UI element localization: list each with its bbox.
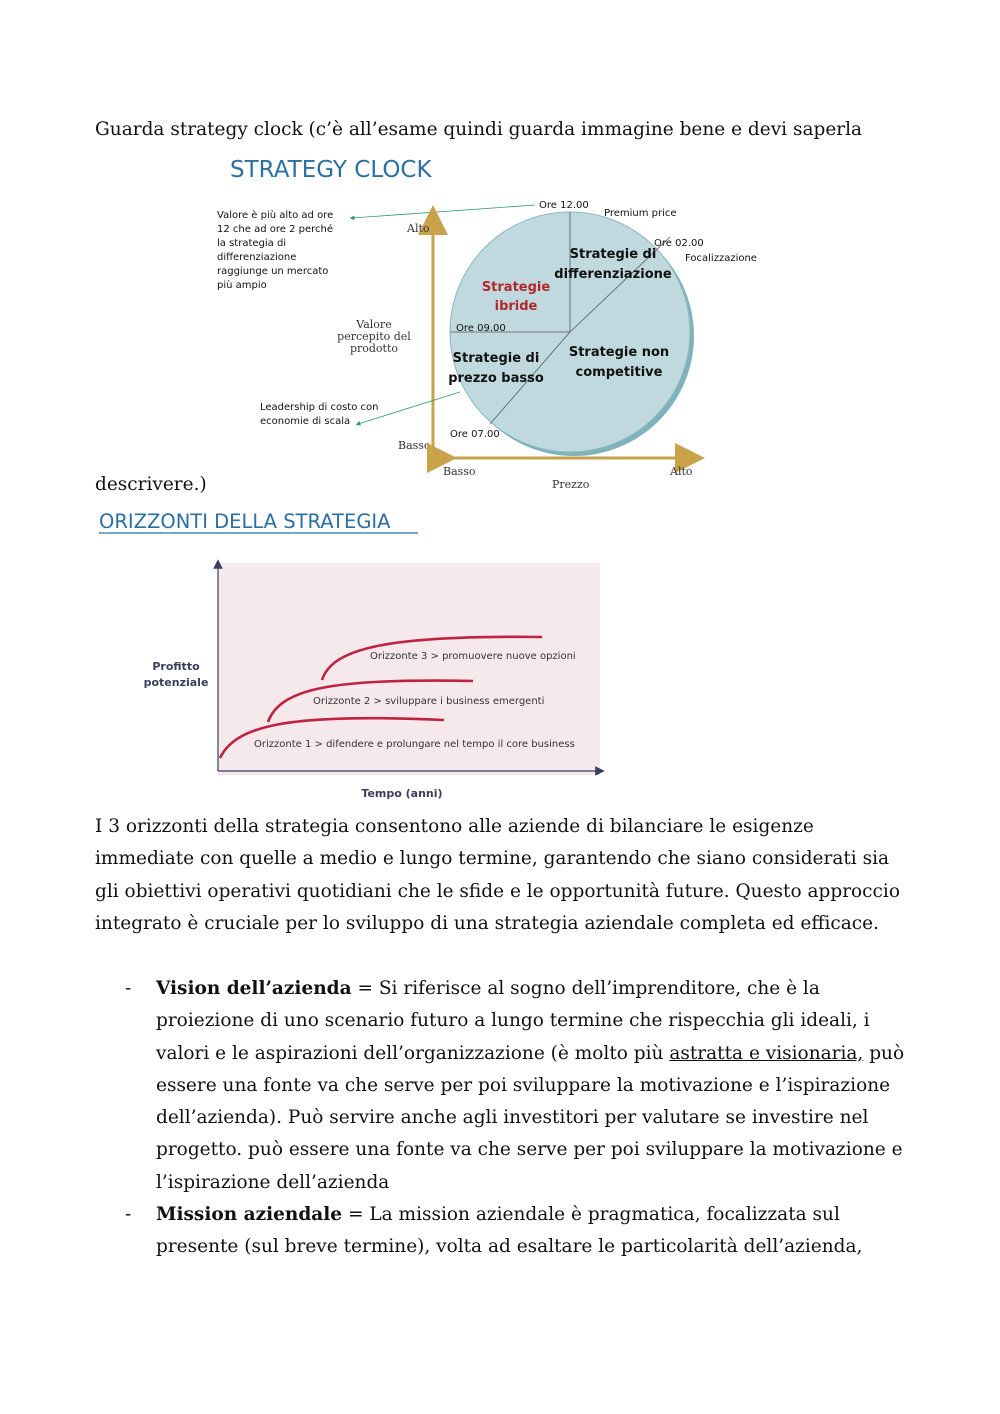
orizzonti-chart bbox=[140, 555, 610, 805]
orizzonti-title-figure bbox=[96, 506, 436, 540]
note-bottom-line: economie di scala bbox=[260, 416, 351, 427]
sector-non-comp-label: Strategie non bbox=[568, 345, 670, 360]
note-top-line: 12 che ad ore 2 perché bbox=[217, 224, 333, 235]
y-axis-label: Profitto bbox=[152, 660, 200, 673]
vision-term: Vision dell’azienda bbox=[156, 978, 352, 999]
vision-text: dell’azienda). Può servire anche agli investitori per valutare se investire nel bbox=[156, 1107, 869, 1129]
vision-text: può bbox=[863, 1042, 905, 1064]
paragraph-line: immediate con quelle a medio e lungo termine, garantendo che siano considerati sia bbox=[95, 848, 890, 870]
note-top-line: differenziazione bbox=[217, 252, 297, 263]
definition-list bbox=[95, 973, 915, 1264]
mission-term: Mission aziendale bbox=[156, 1204, 343, 1226]
term-separator: = bbox=[342, 1204, 370, 1226]
vision-text: l’ispirazione dell’azienda bbox=[156, 1171, 390, 1193]
intro-text: Guarda strategy clock (c’è all’esame quindi guarda immagine bene e devi saperla bbox=[95, 119, 863, 140]
note-top-line: Valore è più alto ad ore bbox=[217, 210, 334, 221]
x-axis-right-label: Alto bbox=[670, 465, 693, 478]
hour-09-label: Ore 09.00 bbox=[456, 323, 506, 334]
note-top-line: raggiunge un mercato bbox=[217, 266, 329, 277]
premium-price-label: Premium price bbox=[604, 208, 677, 219]
hour-12-label: Ore 12.00 bbox=[539, 200, 589, 211]
y-axis-label: prodotto bbox=[349, 342, 399, 355]
sector-low-price-label: prezzo basso bbox=[448, 371, 544, 386]
vision-text: progetto. può essere una fonte va che serve per poi sviluppare la motivazione e bbox=[156, 1139, 903, 1161]
orizzonti-title: ORIZZONTI DELLA STRATEGIA bbox=[99, 510, 391, 533]
y-axis-bottom-label: Basso bbox=[398, 439, 431, 452]
horizon-3-label: Orizzonte 3 > promuovere nuove opzioni bbox=[370, 651, 576, 662]
vision-item bbox=[95, 973, 915, 1199]
y-axis-label: potenziale bbox=[143, 676, 209, 689]
vision-text: valori e le aspirazioni dell’organizzazione (è molto più bbox=[156, 1042, 670, 1064]
list-dash: - bbox=[125, 978, 132, 999]
x-axis-label: Prezzo bbox=[552, 478, 590, 491]
x-axis-left-label: Basso bbox=[443, 465, 476, 478]
vision-text: essere una fonte va che serve per poi sviluppare la motivazione e l’ispirazione bbox=[156, 1074, 891, 1096]
hour-02-label: Ore 02.00 bbox=[654, 238, 704, 249]
intro-text-end: descrivere.) bbox=[95, 474, 207, 495]
horizon-2-label: Orizzonte 2 > sviluppare i business emergenti bbox=[313, 696, 545, 707]
y-axis-top-label: Alto bbox=[407, 222, 430, 235]
note-top-line: più ampio bbox=[217, 280, 267, 291]
mission-text: La mission aziendale è pragmatica, focalizzata sul bbox=[369, 1204, 840, 1226]
hour-07-label: Ore 07.00 bbox=[450, 429, 500, 440]
sector-non-comp-label: competitive bbox=[575, 365, 663, 380]
term-separator: = bbox=[351, 978, 379, 999]
paragraph-line: integrato è cruciale per lo sviluppo di una strategia aziendale completa ed efficace. bbox=[95, 912, 879, 934]
x-axis-label: Tempo (anni) bbox=[361, 787, 443, 800]
y-axis-label: percepito del bbox=[337, 330, 411, 343]
sector-ibride-label: ibride bbox=[494, 299, 538, 314]
mission-text: presente (sul breve termine), volta ad esaltare le particolarità dell’azienda, bbox=[156, 1236, 863, 1258]
horizon-1-label: Orizzonte 1 > difendere e prolungare nel tempo il core business bbox=[254, 739, 575, 750]
note-top-line: la strategia di bbox=[217, 238, 287, 249]
orizzonti-paragraph bbox=[95, 811, 910, 940]
y-axis-label: Valore bbox=[356, 318, 392, 331]
vision-text: Si riferisce al sogno dell’imprenditore, che è la bbox=[378, 978, 820, 999]
strategy-clock-figure bbox=[210, 152, 770, 492]
paragraph-line: I 3 orizzonti della strategia consentono alle aziende di bilanciare le esigenze bbox=[95, 816, 814, 837]
sector-ibride-label: Strategie bbox=[481, 280, 551, 295]
underlined-text: astratta e visionaria, bbox=[669, 1042, 864, 1064]
strategy-clock-title: STRATEGY CLOCK bbox=[230, 157, 432, 183]
sector-diff-label: differenziazione bbox=[554, 267, 672, 282]
note-top bbox=[217, 209, 333, 291]
focalizzazione-label: Focalizzazione bbox=[685, 253, 757, 264]
vision-text: proiezione di uno scenario futuro a lungo termine che rispecchia gli ideali, i bbox=[156, 1010, 870, 1032]
sector-low-price-label: Strategie di bbox=[452, 351, 540, 366]
note-bottom-line: Leadership di costo con bbox=[260, 402, 379, 413]
mission-item bbox=[95, 1199, 915, 1264]
paragraph-line: gli obiettivi operativi quotidiani che le sfide e le opportunità future. Questo approccio bbox=[95, 880, 900, 902]
list-dash: - bbox=[125, 1204, 132, 1226]
sector-diff-label: Strategie di bbox=[569, 247, 657, 262]
